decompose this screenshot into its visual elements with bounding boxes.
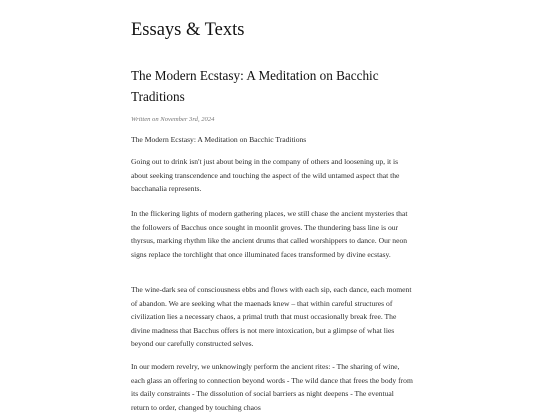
post-paragraph: In the flickering lights of modern gathering places, we still chase the ancient mysteries that the followers of Bacchus once sought in moonlit groves. The thundering bass line is our thyrsus, marking rhythm like the ancient drums that called worshippers to dance. Our neon signs replace the torchlight that once illuminated faces transformed by divine ecstasy. xyxy=(131,209,408,259)
post-subtitle-paragraph: The Modern Ecstasy: A Meditation on Bacchic Traditions xyxy=(131,135,307,144)
post-title: The Modern Ecstasy: A Meditation on Bacchic Traditions xyxy=(131,68,379,104)
post-paragraph: Going out to drink isn't just about being in the company of others and loosening up, it is about seeking transcendence and touching the aspect of the wild untamed aspect that the bacchanalia represents. xyxy=(131,157,400,194)
post-paragraph: The wine-dark sea of consciousness ebbs and flows with each sip, each dance, each moment of abandon. We are seeking what the maenads knew – that within careful structures of civilization lies a necessary chaos, a primal truth that must occasionally break free. The divine madness that Bacchus offers is not mere intoxication, but a glimpse of what lies beyond our carefully constructed selves. xyxy=(131,285,412,349)
post-paragraph: In our modern revelry, we unknowingly perform the ancient rites: - The sharing of wine, each glass an offering to connection beyond words - The wild dance that frees the body from its daily constraints - The dissolution of social barriers as night deepens - The eventual return to order, changed by touching chaos xyxy=(131,362,413,412)
post-date: Written on November 3rd, 2024 xyxy=(131,116,215,123)
site-title-link[interactable]: Essays & Texts xyxy=(131,20,245,40)
